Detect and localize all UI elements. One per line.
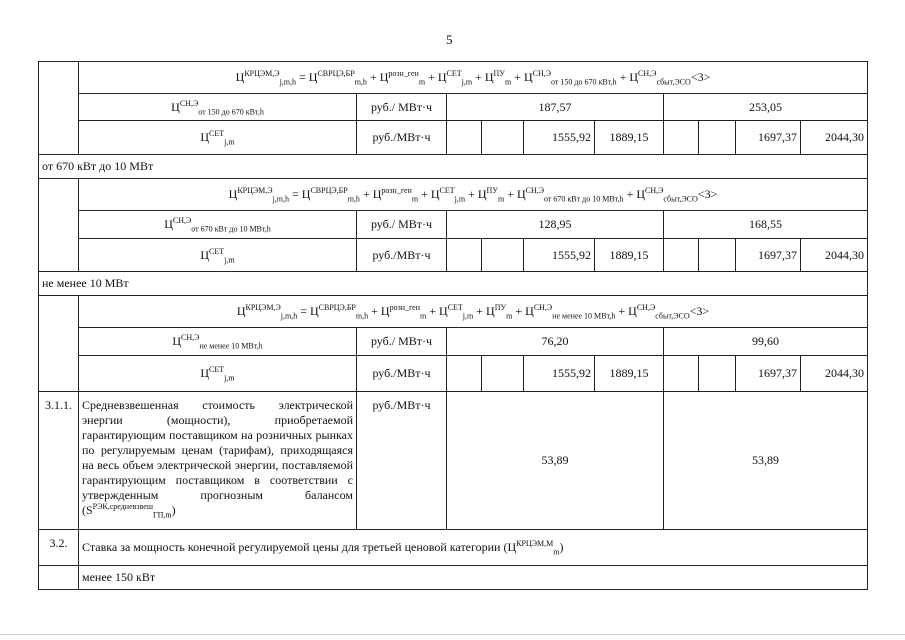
- value-cell: 1555,92: [524, 356, 595, 392]
- row-description: Средневзвешенная стоимость электрической энергии (мощности), приобретаемой гарантирующим поставщиком на розничных рынках по регулируемым ценам (тарифам), приходящаяся на весь объем электрической энергии, поставляемой гарантирующим поставщиком в соответствии с утвержденным прогнозным балансом $(S^{РЭК,средневзвеш}_{ГП,m})$: [79, 392, 357, 530]
- value-cell: 1889,15: [595, 356, 664, 392]
- unit-cell: руб./МВт·ч: [357, 121, 447, 155]
- value-cell: 253,05: [664, 94, 868, 121]
- table-row: [39, 356, 868, 392]
- section-heading: не менее 10 МВт: [39, 272, 868, 296]
- unit-cell: руб./МВт·ч: [357, 392, 447, 530]
- section-heading: от 670 кВт до 10 МВт: [39, 155, 868, 179]
- unit-cell: руб./ МВт·ч: [357, 94, 447, 121]
- value-cell: 1889,15: [595, 121, 664, 155]
- unit-cell: руб./ МВт·ч: [357, 211, 447, 239]
- value-cell: 76,20: [447, 328, 664, 356]
- table-row: [39, 328, 868, 356]
- formula-s3: $Ц^{КРЦЭМ,Э}_{j,m,h} = Ц^{СВРЦЭ,БР}_{m,h} + Ц^{розн\_ген}_m + Ц^{СЕТ}_{j,m} + Ц^{ПУ}_m + Ц^{СН,Э}_{не менее 10 МВт,h} + Ц^{СН,Э}_{сбыт,ЭСО}<3>$: [79, 296, 868, 328]
- set-label: $Ц^{СЕТ}_{j,m}$: [79, 239, 357, 272]
- value-cell: 168,55: [664, 211, 868, 239]
- table-row: [39, 121, 868, 155]
- formula-s1: $Ц^{КРЦЭМ,Э}_{j,m,h} = Ц^{СВРЦЭ,БР}_{m,h} + Ц^{розн\_ген}_m + Ц^{СЕТ}_{j,m} + Ц^{ПУ}_m + Ц^{СН,Э}_{от 150 до 670 кВт,h} + Ц^{СН,Э}_{сбыт,ЭСО}<3>$: [79, 62, 868, 94]
- table-row: [39, 239, 868, 272]
- value-cell: 128,95: [447, 211, 664, 239]
- sn-label: $Ц^{СН,Э}_{не менее 10 МВт,h}$: [79, 328, 357, 356]
- row-number: 3.1.1.: [39, 392, 79, 530]
- value-cell: 1889,15: [595, 239, 664, 272]
- table-row: [39, 94, 868, 121]
- value-cell: 53,89: [664, 392, 868, 530]
- set-label: $Ц^{СЕТ}_{j,m}$: [79, 356, 357, 392]
- table-row-3-1-1: [39, 392, 868, 530]
- number-cell-empty: [39, 296, 79, 392]
- value-cell: 1697,37: [736, 356, 801, 392]
- value-cell: 2044,30: [801, 121, 868, 155]
- formula-s2: $Ц^{КРЦЭМ,Э}_{j,m,h} = Ц^{СВРЦЭ,БР}_{m,h} + Ц^{розн\_ген}_m + Ц^{СЕТ}_{j,m} + Ц^{ПУ}_m + Ц^{СН,Э}_{от 670 кВт до 10 МВт,h} + Ц^{СН,Э}_{сбыт,ЭСО}<3>$: [79, 179, 868, 211]
- row-number: 3.2.: [39, 530, 79, 566]
- value-cell: 1555,92: [524, 239, 595, 272]
- value-cell: 53,89: [447, 392, 664, 530]
- number-cell-empty: [39, 179, 79, 272]
- set-label: $Ц^{СЕТ}_{j,m}$: [79, 121, 357, 155]
- value-cell: 1555,92: [524, 121, 595, 155]
- sn-label: $Ц^{СН,Э}_{от 670 кВт до 10 МВт,h}$: [79, 211, 357, 239]
- value-cell: 1697,37: [736, 121, 801, 155]
- value-cell: 2044,30: [801, 356, 868, 392]
- unit-cell: руб./ МВт·ч: [357, 328, 447, 356]
- page-number: 5: [446, 32, 453, 47]
- number-cell-empty: [39, 62, 79, 155]
- sn-label: $Ц^{СН,Э}_{от 150 до 670 кВт,h}$: [79, 94, 357, 121]
- scan-edge-line: [0, 634, 905, 635]
- value-cell: 2044,30: [801, 239, 868, 272]
- value-cell: 1697,37: [736, 239, 801, 272]
- tariff-table: [38, 61, 868, 590]
- value-cell: 187,57: [447, 94, 664, 121]
- table-row-3-2: [39, 530, 868, 566]
- section-heading: менее 150 кВт: [79, 566, 868, 590]
- number-cell-empty: [39, 566, 79, 590]
- table-row: [39, 211, 868, 239]
- row-description: Ставка за мощность конечной регулируемой цены для третьей ценовой категории $(Ц^{КРЦЭМ,М}_m)$: [79, 530, 868, 566]
- unit-cell: руб./МВт·ч: [357, 356, 447, 392]
- value-cell: 99,60: [664, 328, 868, 356]
- unit-cell: руб./МВт·ч: [357, 239, 447, 272]
